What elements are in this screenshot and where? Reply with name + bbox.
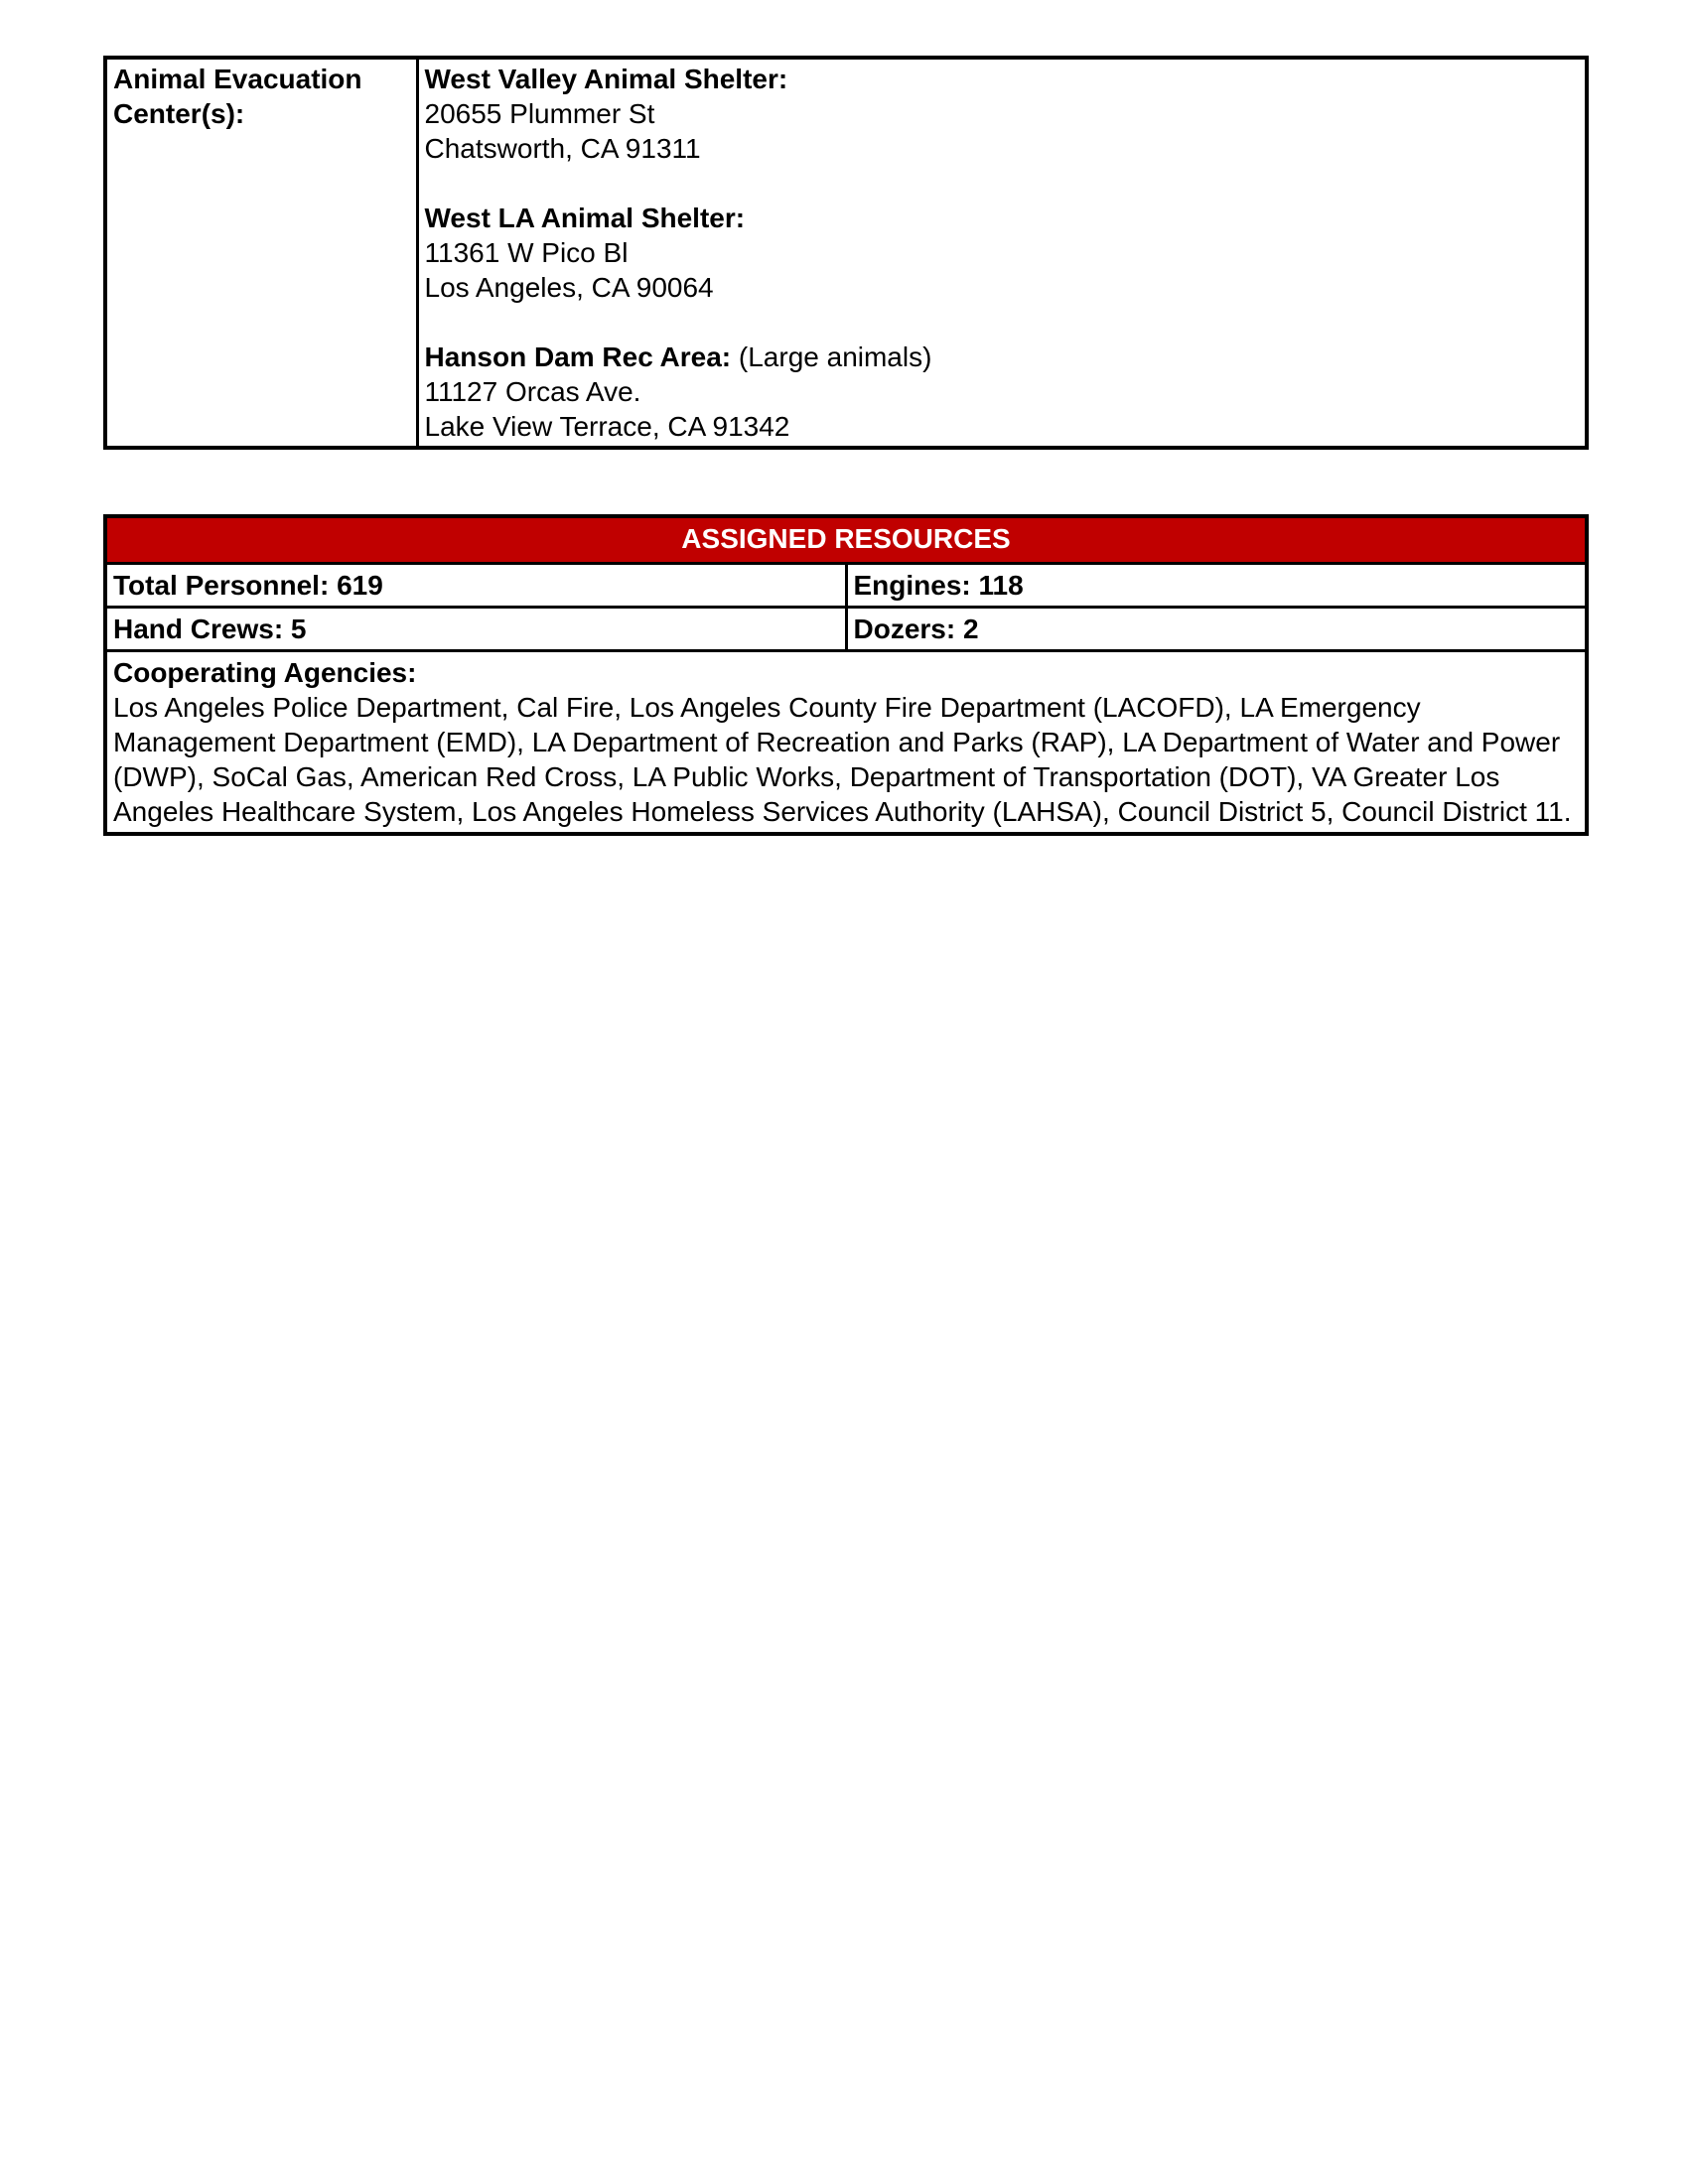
evacuation-centers-cell	[417, 58, 1587, 448]
shelter-heading	[425, 62, 1580, 96]
stat-hand-crews: Hand Crews: 5	[105, 607, 846, 650]
shelter-address-line2: Los Angeles, CA 90064	[424, 272, 714, 303]
evacuation-label-cell	[105, 58, 417, 448]
shelter-name: West Valley Animal Shelter:	[424, 64, 788, 94]
assigned-resources-header-row	[105, 516, 1587, 563]
shelter-name: Hanson Dam Rec Area:	[424, 341, 732, 372]
shelter-address-line2: Chatsworth, CA 91311	[424, 133, 701, 164]
shelter-entry	[425, 62, 1580, 166]
cooperating-agencies-text: Los Angeles Police Department, Cal Fire, Los Angeles County Fire Department (LACOFD), LA Emergency Management Department (EMD), LA Department of Recreation and Parks (RAP), LA Department of Water and Power (DWP), SoCal Gas, American Red Cross, LA Public Works, Department of Transportation (DOT), VA Greater Los Angeles Healthcare System, Los Angeles Homeless Services Authority (LAHSA), Council District 5, Council District 11.	[113, 691, 1572, 827]
evacuation-row	[105, 58, 1587, 448]
cooperating-agencies-row	[105, 650, 1587, 834]
assigned-resources-header: ASSIGNED RESOURCES	[105, 516, 1587, 563]
evacuation-label: Animal Evacuation Center(s):	[113, 64, 362, 129]
shelter-address-line2: Lake View Terrace, CA 91342	[424, 411, 790, 442]
stats-row	[105, 563, 1587, 607]
stat-total-personnel: Total Personnel: 619	[105, 563, 846, 607]
assigned-resources-table	[103, 514, 1589, 836]
animal-evacuation-table	[103, 56, 1589, 450]
shelter-heading	[425, 201, 1580, 235]
cooperating-agencies-cell	[105, 650, 1587, 834]
stat-engines: Engines: 118	[846, 563, 1587, 607]
shelter-entry	[425, 201, 1580, 305]
shelter-note: (Large animals)	[731, 341, 932, 372]
shelter-name: West LA Animal Shelter:	[424, 203, 746, 233]
shelter-address-line1: 11361 W Pico Bl	[424, 237, 629, 268]
shelter-entry	[425, 340, 1580, 444]
stats-row	[105, 607, 1587, 650]
shelter-address-line1: 20655 Plummer St	[424, 98, 655, 129]
cooperating-agencies-label: Cooperating Agencies:	[113, 656, 417, 688]
shelter-address-line1: 11127 Orcas Ave.	[424, 376, 641, 407]
shelter-heading	[425, 340, 1580, 374]
stat-dozers: Dozers: 2	[846, 607, 1587, 650]
